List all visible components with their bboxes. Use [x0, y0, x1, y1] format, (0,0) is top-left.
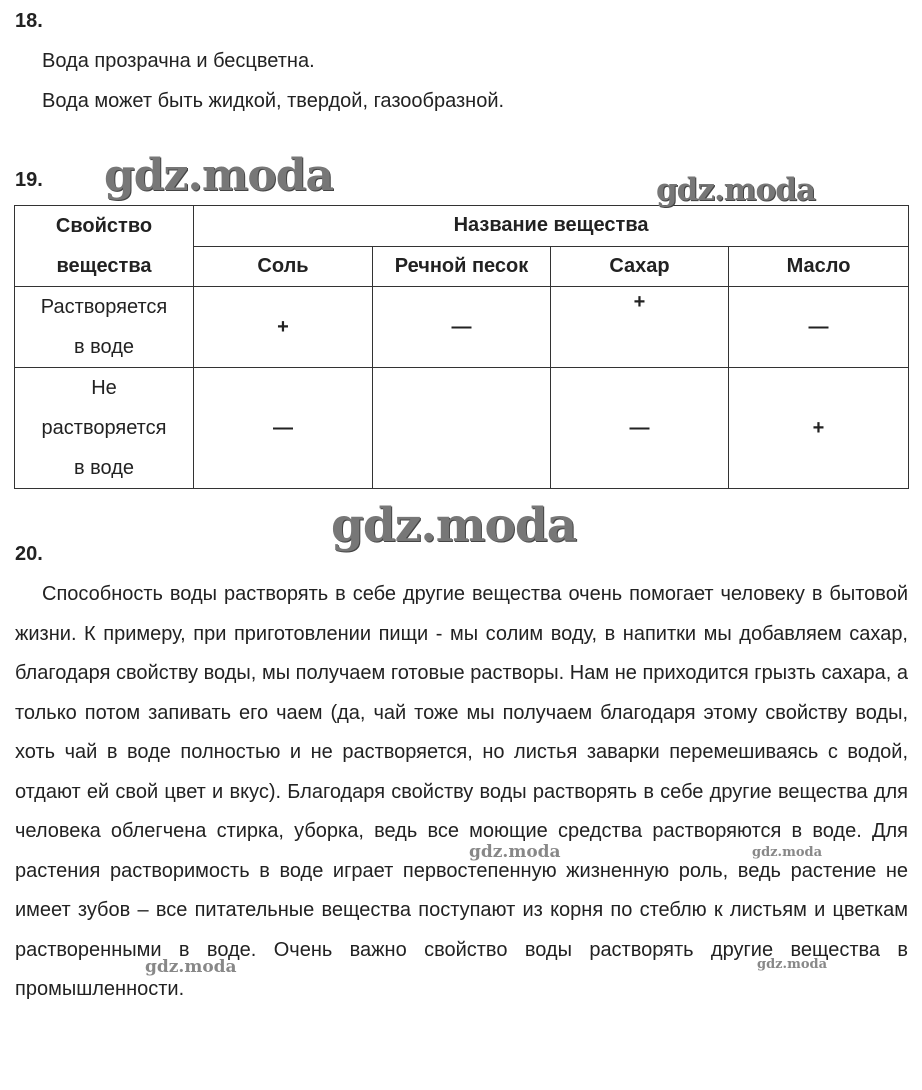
row-label-not-dissolves — [15, 368, 194, 489]
substance-properties-table — [14, 205, 909, 489]
cell-sand-dissolves: — — [373, 287, 551, 368]
watermark-logo: gdz.moda — [469, 842, 561, 862]
task-20-paragraph: Способность воды растворять в себе другие вещества очень помогает человеку в бытовой жизни. К примеру, при приготовлении пищи - мы солим воду, в напитки мы добавляем сахар, благодаря свойству воды, мы получаем готовые растворы. Нам не приходится грызть сахара, а только потом запивать его чаем (да, чай тоже мы получаем благодаря этому свойству воды, хоть чай в воде полностью и не растворяется, но листья заварки перемешиваясь с водой, отдают ей свой цвет и вкус). Благодаря свойству воды растворять в себе другие вещества для человека облегчена стирка, уборка, ведь все моющие средства растворяются в воде. Для растения растворимость в воде играет первостепенную жизненную роль, ведь растение не имеет зубов – все питательные вещества поступают из корня по стеблю к листьям и цветкам растворенными в воде. Очень важно свойство воды растворять другие вещества в промышленности. — [15, 583, 908, 1000]
property-header-line-1: Свойство — [55, 215, 153, 237]
task-18-line-2: Вода может быть жидкой, твердой, газообразной. — [42, 90, 505, 112]
property-header-line-2: вещества — [56, 255, 152, 277]
cell-sugar-dissolves: + — [551, 287, 729, 368]
task-18-line-1: Вода прозрачна и бесцветна. — [42, 50, 315, 72]
table-header-row — [15, 206, 909, 247]
cell-oil-not-dissolves: + — [729, 368, 909, 489]
watermark-logo: gdz.moda — [757, 957, 828, 972]
row-label-line: в воде — [73, 457, 135, 479]
substance-header-sugar: Сахар — [551, 246, 729, 287]
substance-header-river-sand: Речной песок — [373, 246, 551, 287]
row-label-line: в воде — [73, 336, 135, 358]
property-header — [15, 206, 194, 287]
row-label-line: Не — [91, 377, 117, 399]
table-row — [15, 368, 909, 489]
watermark-logo: gdz.moda — [752, 845, 823, 860]
substance-header-salt: Соль — [194, 246, 373, 287]
task-18-number: 18. — [15, 10, 43, 32]
table-row — [15, 287, 909, 368]
watermark-logo: gdz.moda — [331, 498, 577, 553]
row-label-line: Растворяется — [40, 296, 168, 318]
cell-salt-not-dissolves: — — [194, 368, 373, 489]
watermark-logo: gdz.moda — [656, 172, 815, 208]
cell-salt-dissolves: + — [194, 287, 373, 368]
task-19-number: 19. — [15, 169, 43, 191]
row-label-line: растворяется — [41, 417, 167, 439]
task-20-number: 20. — [15, 543, 43, 565]
substance-title-header: Название вещества — [194, 206, 909, 247]
substance-header-oil: Масло — [729, 246, 909, 287]
watermark-logo: gdz.moda — [104, 150, 334, 201]
row-label-dissolves — [15, 287, 194, 368]
cell-sand-not-dissolves — [373, 368, 551, 489]
watermark-logo: gdz.moda — [145, 957, 237, 977]
cell-oil-dissolves: — — [729, 287, 909, 368]
cell-sugar-not-dissolves: — — [551, 368, 729, 489]
